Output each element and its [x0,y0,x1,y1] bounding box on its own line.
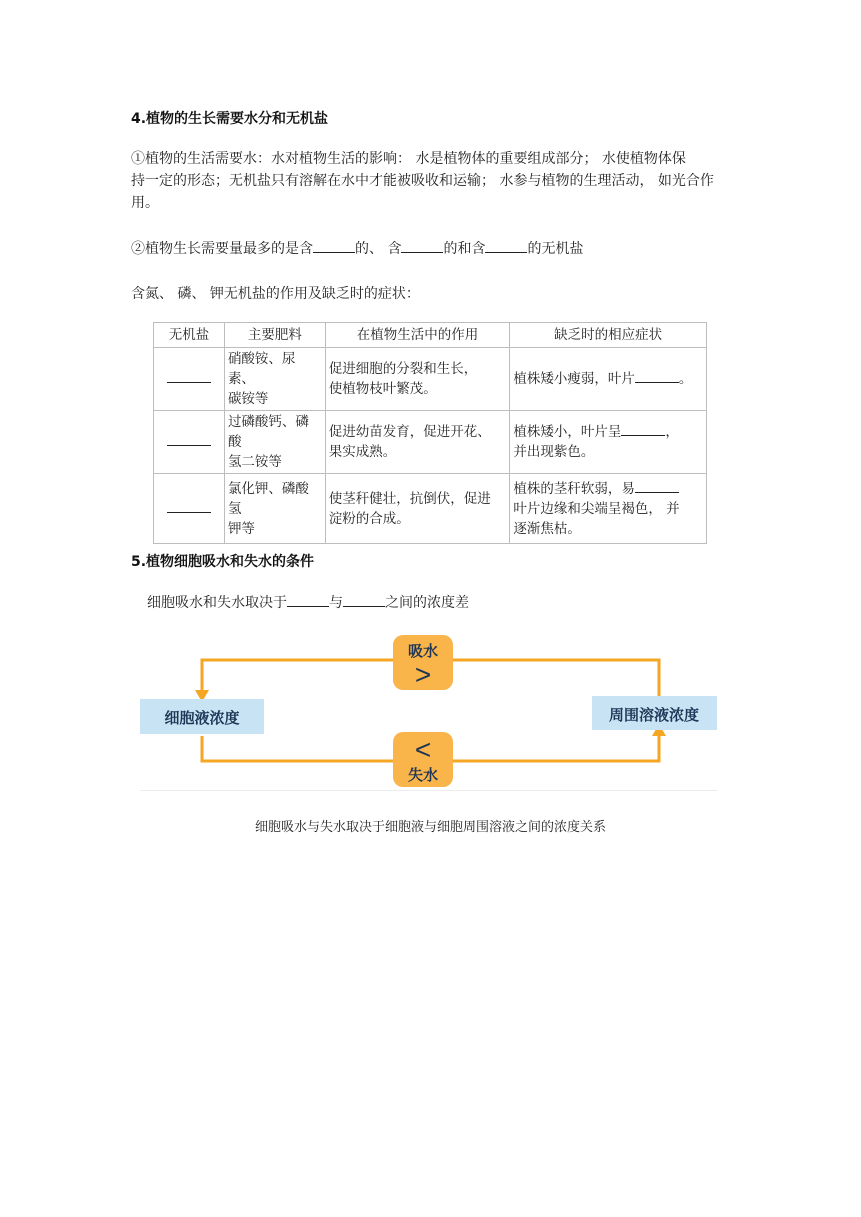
symptom-text: 叶片边缘和尖端呈褐色， 并 [513,500,680,517]
table-row [154,411,707,474]
osmosis-sentence [147,592,469,614]
symptom-cell [510,474,707,544]
role-line: 使植物枝叶繁茂。 [328,381,437,397]
role-cell [325,411,510,474]
salt-blank-cell [154,411,225,474]
symptom-text: 逐渐焦枯。 [513,520,581,537]
nutrient-blank-3[interactable] [485,238,527,253]
osmosis-blank-2[interactable] [343,592,385,607]
symptom-text: 植株矮小，叶片呈 [513,424,622,440]
osmosis-diagram-svg [140,632,717,790]
diagram-caption: 细胞吸水与失水取决于细胞液与细胞周围溶液之间的浓度关系 [254,820,606,835]
symptom-text: 植株矮小瘦弱，叶片 [513,371,635,387]
fertilizer-line: 碳铵等 [227,391,269,407]
nutrient-paragraph [131,238,583,260]
fertilizer-cell [224,411,325,474]
salt-blank-cell [154,348,225,411]
fertilizer-cell [224,348,325,411]
header-role: 在植物生活中的作用 [325,323,510,348]
header-fertilizer: 主要肥料 [224,323,325,348]
osmosis-text-b: 与 [329,595,343,611]
salt-blank[interactable] [167,433,211,446]
bottom-badge-label: 失水 [407,767,439,784]
fertilizer-line: 氢二铵等 [227,454,282,470]
symptom-cell [510,348,707,411]
symptom-text: 植株的茎秆软弱，易 [513,480,635,497]
role-line: 淀粉的合成。 [328,510,410,527]
symptom-blank[interactable] [635,480,679,493]
nutrient-blank-1[interactable] [313,238,355,253]
header-salt: 无机盐 [154,323,225,348]
role-cell [325,474,510,544]
nutrient-text-b: 的、 含 [355,241,402,257]
table-row [154,348,707,411]
mineral-salt-table [153,322,707,544]
osmosis-text-c: 之间的浓度差 [385,595,469,611]
header-symptom: 缺乏时的相应症状 [510,323,707,348]
role-line: 使茎秆健壮，抗倒伏，促进 [328,490,491,507]
table-header-row [154,323,707,348]
role-line: 促进幼苗发育，促进开花、 [328,424,491,440]
greater-than-symbol: > [414,659,432,690]
symptom-text: 并出现紫色。 [513,444,595,460]
symptom-text: ， [665,424,679,440]
fertilizer-line: 氯化钾、磷酸氢 [227,480,309,517]
nutrient-text-a: ②植物生长需要量最多的是含 [131,241,313,257]
less-than-symbol: < [414,734,432,765]
salt-blank[interactable] [167,500,211,513]
top-badge-label: 吸水 [407,643,439,660]
water-paragraph-line2: 持一定的形态；无机盐只有溶解在水中才能被吸收和运输； 水参与植物的生理活动， 如光合作 [131,173,714,189]
water-paragraph [131,148,741,214]
fertilizer-line: 过磷酸钙、磷酸 [227,414,309,450]
salt-blank[interactable] [167,370,211,383]
nutrient-text-c: 的和含 [443,241,486,257]
water-paragraph-line1: ①植物的生活需要水：水对植物生活的影响： 水是植物体的重要组成部分； 水使植物体保 [131,151,686,167]
table-intro: 含氮、 磷、 钾无机盐的作用及缺乏时的症状： [131,286,420,302]
salt-blank-cell [154,474,225,544]
section-5-title: 5.植物细胞吸水和失水的条件 [131,554,315,570]
symptom-blank[interactable] [621,423,665,436]
osmosis-diagram [140,632,717,791]
osmosis-text-a: 细胞吸水和失水取决于 [147,595,287,611]
nutrient-text-d: 的无机盐 [527,241,584,257]
osmosis-blank-1[interactable] [287,592,329,607]
role-cell [325,348,510,411]
fertilizer-cell [224,474,325,544]
role-line: 促进细胞的分裂和生长， [328,361,478,377]
symptom-blank[interactable] [635,370,679,383]
fertilizer-line: 硝酸铵、尿素、 [227,351,296,387]
right-box-label: 周围溶液浓度 [608,707,700,724]
water-paragraph-line3: 用。 [131,195,159,211]
role-line: 果实成熟。 [328,444,397,460]
table-row [154,474,707,544]
symptom-text: 。 [678,371,693,387]
nutrient-blank-2[interactable] [401,238,443,253]
left-box-label: 细胞液浓度 [164,710,240,727]
fertilizer-line: 钾等 [227,520,255,537]
symptom-cell [510,411,707,474]
section-4-title: 4.植物的生长需要水分和无机盐 [131,111,329,127]
